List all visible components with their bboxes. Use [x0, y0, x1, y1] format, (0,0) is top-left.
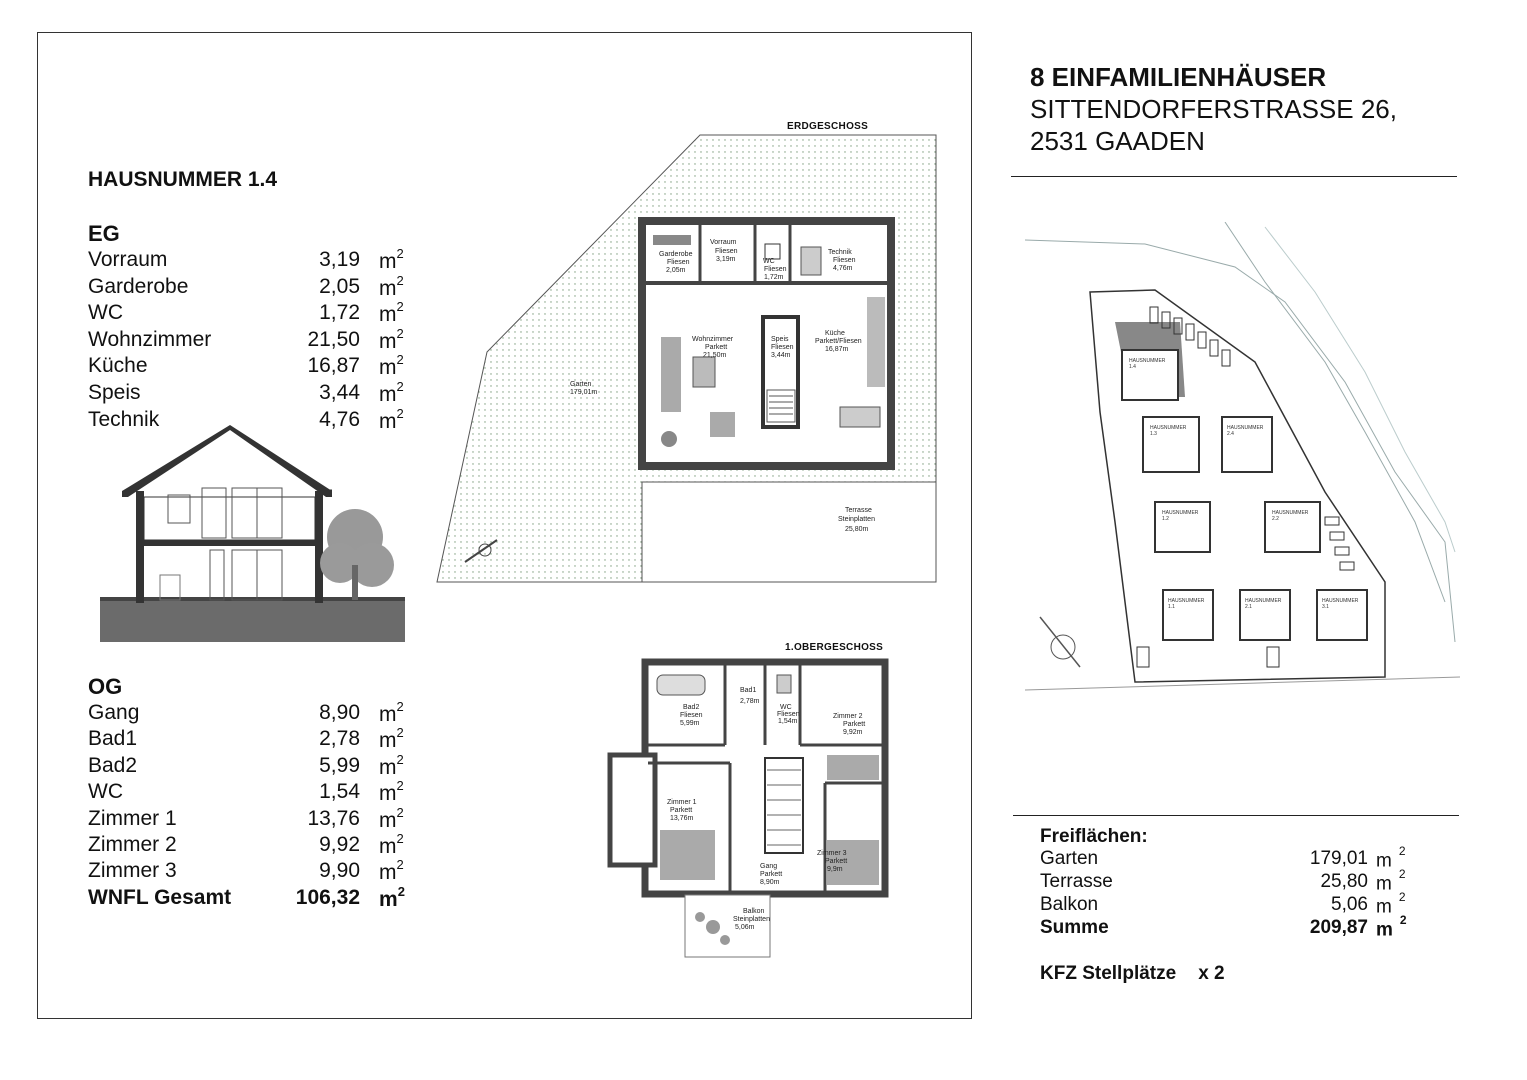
divider-bottom [1013, 815, 1459, 816]
svg-text:9,9m: 9,9m [827, 866, 843, 873]
room-name: Gang [88, 701, 140, 724]
svg-text:5,99m: 5,99m [680, 720, 700, 727]
room-area: 3,19 [319, 248, 360, 271]
lot-label: HAUSNUMMER 2.2 [1272, 510, 1309, 522]
area-unit: $m^2$ [379, 831, 404, 858]
svg-text:8,90m: 8,90m [760, 879, 780, 886]
area-unit: $m^2$ [379, 857, 404, 885]
room-area: 21,50 [307, 327, 360, 351]
svg-text:Fliesen: Fliesen [771, 344, 794, 351]
room-name: Speis [88, 381, 141, 404]
area-unit: $m^2$ [379, 751, 404, 779]
svg-text:1,54m: 1,54m [778, 718, 798, 725]
room-area: 13,76 [307, 806, 360, 830]
ff-room-wc: WC [780, 704, 792, 711]
eg-room-row [88, 272, 418, 302]
svg-text:Steinplatten: Steinplatten [733, 916, 770, 923]
ground-floor-plan [435, 132, 940, 587]
area-unit: $m^2$ [379, 352, 404, 380]
og-total-row [88, 883, 418, 913]
room-area: 209,87 [1309, 917, 1368, 938]
ff-room-zimmer2: Zimmer 2 [833, 713, 863, 720]
site-plan [1025, 222, 1460, 697]
area-unit: m $^2$ [1376, 844, 1406, 872]
svg-text:9,92m: 9,92m [843, 729, 863, 736]
site-lots [1122, 350, 1367, 640]
first-floor-plan [605, 655, 895, 965]
address-line-2: 2531 GAADEN [1030, 126, 1205, 156]
ground-floor-label: ERDGESCHOSS [787, 121, 869, 132]
room-area: 5,06 [1331, 894, 1368, 915]
room-name: WNFL Gesamt [88, 885, 232, 909]
lot-label: HAUSNUMMER 1.3 [1150, 425, 1187, 437]
room-name: Balkon [1040, 894, 1099, 915]
svg-text:21,50m: 21,50m [703, 352, 727, 359]
room-area: 8,90 [319, 701, 360, 724]
room-area: 9,90 [319, 859, 360, 883]
eg-room-row [88, 381, 418, 408]
og-room-row [88, 701, 418, 728]
svg-text:Parkett: Parkett [825, 858, 848, 865]
freiflaeche-row [1040, 844, 1430, 872]
site-north-arrow-icon [1040, 617, 1080, 667]
gf-terrace-label: Terrasse [845, 507, 872, 514]
og-room-row [88, 804, 418, 834]
gf-room-wohnzimmer: Wohnzimmer [692, 336, 734, 343]
area-unit: $m^2$ [379, 778, 404, 806]
svg-text:2,05m: 2,05m [666, 267, 686, 274]
room-area: 3,44 [319, 381, 360, 404]
room-name: Technik [88, 407, 160, 431]
house-section-drawing [100, 425, 410, 645]
room-area: 4,76 [319, 407, 360, 431]
room-area: 5,99 [319, 753, 360, 777]
area-unit: $m^2$ [379, 405, 404, 433]
lot-label: HAUSNUMMER 2.1 [1245, 598, 1282, 610]
room-area: 106,32 [295, 885, 360, 909]
area-unit: $m^2$ [379, 379, 404, 406]
room-name: WC [88, 301, 123, 325]
house-number-title: HAUSNUMMER 1.4 [88, 168, 278, 191]
room-name: Zimmer 1 [88, 806, 177, 830]
room-name: WC [88, 780, 123, 804]
svg-text:Parkett: Parkett [705, 344, 728, 351]
svg-text:2,78m: 2,78m [740, 698, 760, 705]
lot-label: HAUSNUMMER 1.2 [1162, 510, 1199, 522]
room-area: 25,80 [1320, 871, 1368, 892]
room-name: Bad1 [88, 727, 138, 751]
svg-text:25,80m: 25,80m [845, 526, 869, 533]
parking-label: KFZ Stellplätze [1040, 963, 1177, 984]
svg-text:16,87m: 16,87m [825, 346, 849, 353]
svg-text:13,76m: 13,76m [670, 815, 694, 822]
svg-text:1,72m: 1,72m [764, 274, 784, 281]
svg-text:Fliesen: Fliesen [764, 266, 787, 273]
freiflaeche-row [1040, 867, 1430, 895]
gf-room-vorraum: Vorraum [710, 239, 737, 246]
gf-garden-label: Garten [570, 381, 592, 388]
area-unit: $m^2$ [379, 883, 405, 911]
room-name: Zimmer 3 [88, 859, 177, 883]
area-unit: $m^2$ [379, 299, 404, 327]
svg-text:Parkett/Fliesen: Parkett/Fliesen [815, 338, 862, 345]
gf-room-kueche: Küche [825, 330, 845, 337]
svg-text:Fliesen: Fliesen [680, 712, 703, 719]
room-area: 2,78 [319, 727, 360, 751]
freiflaeche-total-row [1040, 913, 1430, 941]
area-unit: m $^2$ [1376, 867, 1406, 895]
gf-room-wc: WC [763, 258, 775, 265]
eg-room-row [88, 248, 418, 275]
svg-text:3,44m: 3,44m [771, 352, 791, 359]
ff-room-bad1: Bad1 [740, 687, 757, 694]
divider-top [1011, 176, 1457, 177]
lot-label: HAUSNUMMER 2.4 [1227, 425, 1264, 437]
og-room-row [88, 833, 418, 860]
area-unit: $m^2$ [379, 272, 404, 300]
gf-room-garderobe: Garderobe [659, 251, 693, 258]
lot-label: HAUSNUMMER 1.1 [1168, 598, 1205, 610]
eg-room-row [88, 301, 418, 328]
room-name: Garten [1040, 848, 1099, 869]
og-room-row [88, 859, 418, 886]
ff-room-bad2: Bad2 [683, 704, 700, 711]
room-area: 2,05 [319, 274, 360, 298]
svg-text:Fliesen: Fliesen [715, 248, 738, 255]
svg-text:Fliesen: Fliesen [777, 711, 800, 718]
address-line-1: SITTENDORFERSTRASSE 26, [1030, 94, 1397, 124]
room-name: Zimmer 2 [88, 833, 177, 856]
og-room-row [88, 751, 418, 781]
lot-label: HAUSNUMMER 1.4 [1129, 358, 1166, 370]
svg-text:Fliesen: Fliesen [833, 257, 856, 264]
og-room-row [88, 727, 418, 754]
svg-text:5,06m: 5,06m [735, 924, 755, 931]
ff-room-gang: Gang [760, 863, 778, 870]
room-area: 16,87 [307, 354, 360, 378]
ff-balcony-label: Balkon [743, 908, 765, 915]
gf-room-technik: Technik [828, 249, 852, 256]
room-name: Wohnzimmer [88, 327, 212, 351]
room-area: 179,01 [1309, 848, 1368, 869]
eg-room-row [88, 325, 418, 355]
area-unit: $m^2$ [379, 699, 404, 726]
og-heading: OG [88, 674, 123, 699]
svg-text:179,01m: 179,01m [570, 389, 598, 396]
area-unit: m $^2$ [1376, 890, 1406, 918]
ff-room-zimmer3: Zimmer 3 [817, 850, 847, 857]
area-unit: $m^2$ [379, 325, 404, 353]
svg-text:Parkett: Parkett [843, 721, 866, 728]
og-room-row [88, 780, 418, 807]
room-area: 1,72 [319, 301, 360, 325]
room-name: Garderobe [88, 274, 189, 298]
room-name: Vorraum [88, 248, 168, 271]
svg-text:Fliesen: Fliesen [667, 259, 690, 266]
freiflaeche-row [1040, 890, 1430, 918]
room-name: Summe [1040, 917, 1109, 938]
eg-heading: EG [88, 221, 120, 246]
area-unit: m $^2$ [1376, 913, 1407, 941]
svg-text:Parkett: Parkett [670, 807, 693, 814]
room-area: 9,92 [319, 833, 360, 856]
svg-text:Parkett: Parkett [760, 871, 783, 878]
area-unit: $m^2$ [379, 725, 404, 753]
area-unit: $m^2$ [379, 804, 404, 832]
parking-info [1040, 963, 1225, 985]
room-name: Bad2 [88, 753, 138, 777]
svg-text:3,19m: 3,19m [716, 256, 736, 263]
ff-room-zimmer1: Zimmer 1 [667, 799, 697, 806]
parking-count: x 2 [1198, 963, 1225, 984]
lot-label: HAUSNUMMER 3.1 [1322, 598, 1359, 610]
eg-room-row [88, 354, 418, 381]
area-unit: $m^2$ [379, 246, 404, 273]
gf-room-speis: Speis [771, 336, 789, 343]
first-floor-label: 1.OBERGESCHOSS [785, 642, 884, 653]
room-name: Terrasse [1040, 871, 1113, 892]
room-area: 1,54 [319, 780, 360, 804]
room-name: Küche [88, 354, 148, 378]
freiflaechen-heading: Freiflächen: [1040, 826, 1148, 847]
project-title: 8 EINFAMILIENHÄUSER [1030, 62, 1327, 92]
svg-text:4,76m: 4,76m [833, 265, 853, 272]
svg-text:Steinplatten: Steinplatten [838, 516, 875, 523]
